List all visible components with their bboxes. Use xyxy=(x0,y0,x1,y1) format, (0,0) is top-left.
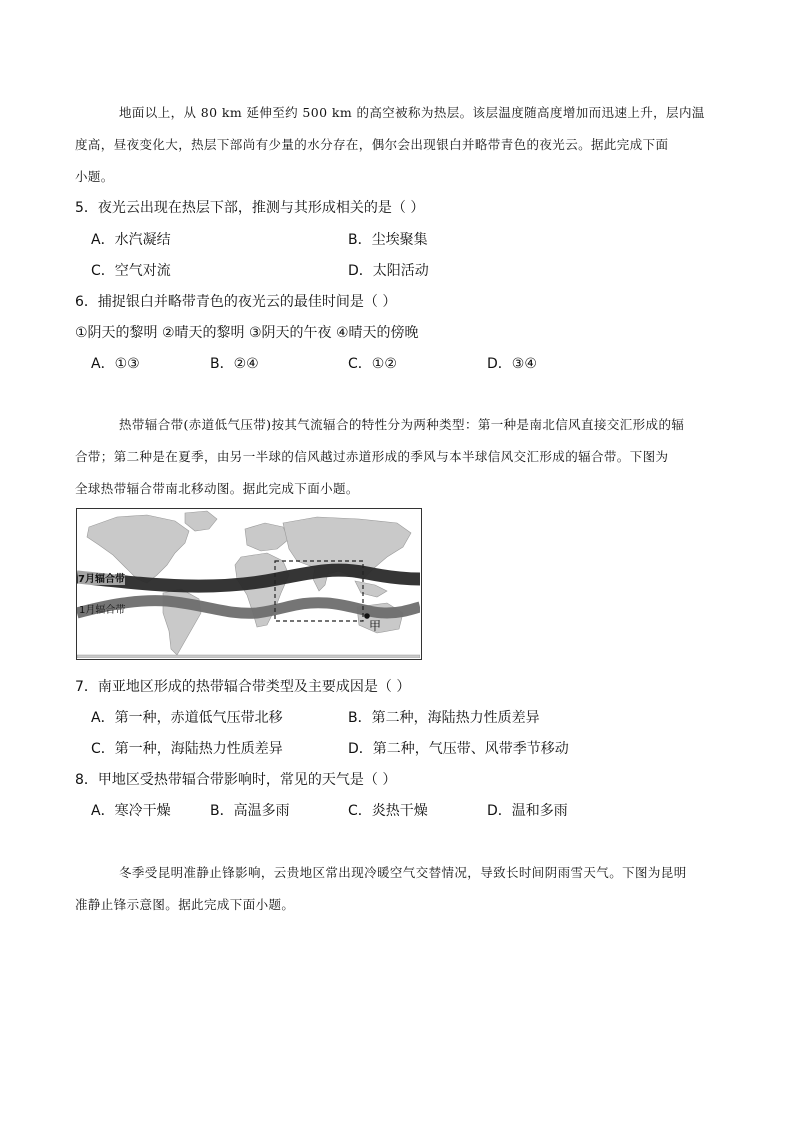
q8-option-b[interactable]: B．高温多雨 xyxy=(210,803,290,819)
q8-option-c[interactable]: C．炎热干燥 xyxy=(348,803,428,819)
passage1-line3: 小题。 xyxy=(75,169,114,184)
question-5-stem: 5．夜光云出现在热层下部，推测与其形成相关的是（ ） xyxy=(75,200,425,216)
europe xyxy=(245,523,289,551)
question-7-stem: 7．南亚地区形成的热带辐合带类型及主要成因是（ ） xyxy=(75,679,411,695)
passage3-line2: 准静止锋示意图。据此完成下面小题。 xyxy=(75,897,295,912)
q7-option-b[interactable]: B．第二种，海陆热力性质差异 xyxy=(348,710,540,726)
question-6-stem: 6．捕捉银白并略带青色的夜光云的最佳时间是（ ） xyxy=(75,294,397,310)
q7-option-c[interactable]: C．第一种，海陆热力性质差异 xyxy=(91,741,283,757)
world-map-svg xyxy=(77,509,420,658)
q5-option-b[interactable]: B．尘埃聚集 xyxy=(348,232,428,248)
q6-option-c[interactable]: C．①② xyxy=(348,356,397,372)
itcz-world-map xyxy=(76,508,422,660)
q8-option-a[interactable]: A．寒冷干燥 xyxy=(91,803,171,819)
q7-option-a[interactable]: A．第一种，赤道低气压带北移 xyxy=(91,710,283,726)
q5-option-c[interactable]: C．空气对流 xyxy=(91,263,171,279)
q7-option-d[interactable]: D．第二种，气压带、风带季节移动 xyxy=(348,741,569,757)
southeast-asia xyxy=(355,581,387,597)
passage3-line1: 冬季受昆明准静止锋影响，云贵地区常出现冷暖空气交替情况，导致长时间阴雨雪天气。下图为昆明 xyxy=(119,865,687,880)
passage1-line2: 度高，昼夜变化大，热层下部尚有少量的水分存在，偶尔会出现银白并略带青色的夜光云。据此完成下面 xyxy=(75,137,669,152)
july-itcz-label: 7月辐合带 xyxy=(78,570,125,585)
passage2-line2: 合带；第二种是在夏季，由另一半球的信风越过赤道形成的季风与本半球信风交汇形成的辐合带。下图为 xyxy=(75,449,669,464)
passage2-line3: 全球热带辐合带南北移动图。据此完成下面小题。 xyxy=(75,481,359,496)
q8-option-d[interactable]: D．温和多雨 xyxy=(487,803,568,819)
q5-option-a[interactable]: A．水汽凝结 xyxy=(91,232,171,248)
q5-option-d[interactable]: D．太阳活动 xyxy=(348,263,429,279)
q6-choices: ①阴天的黎明 ②晴天的黎明 ③阴天的午夜 ④晴天的傍晚 xyxy=(75,325,419,341)
antarctica xyxy=(77,655,420,658)
january-itcz-band xyxy=(77,601,420,614)
q6-option-d[interactable]: D．③④ xyxy=(487,356,537,372)
january-itcz-label: 1月辐合带 xyxy=(79,605,126,616)
passage2-line1: 热带辐合带(赤道低气压带)按其气流辐合的特性分为两种类型：第一种是南北信风直接交汇形成的辐 xyxy=(119,417,685,432)
q6-option-a[interactable]: A．①③ xyxy=(91,356,140,372)
passage1-line1: 地面以上，从 80 km 延伸至约 500 km 的高空被称为热层。该层温度随高度增加而迅速上升，层内温 xyxy=(119,105,705,120)
q6-option-b[interactable]: B．②④ xyxy=(210,356,259,372)
point-jia-label: 甲 xyxy=(369,619,382,633)
question-8-stem: 8．甲地区受热带辐合带影响时，常见的天气是（ ） xyxy=(75,772,397,788)
greenland xyxy=(185,511,217,531)
